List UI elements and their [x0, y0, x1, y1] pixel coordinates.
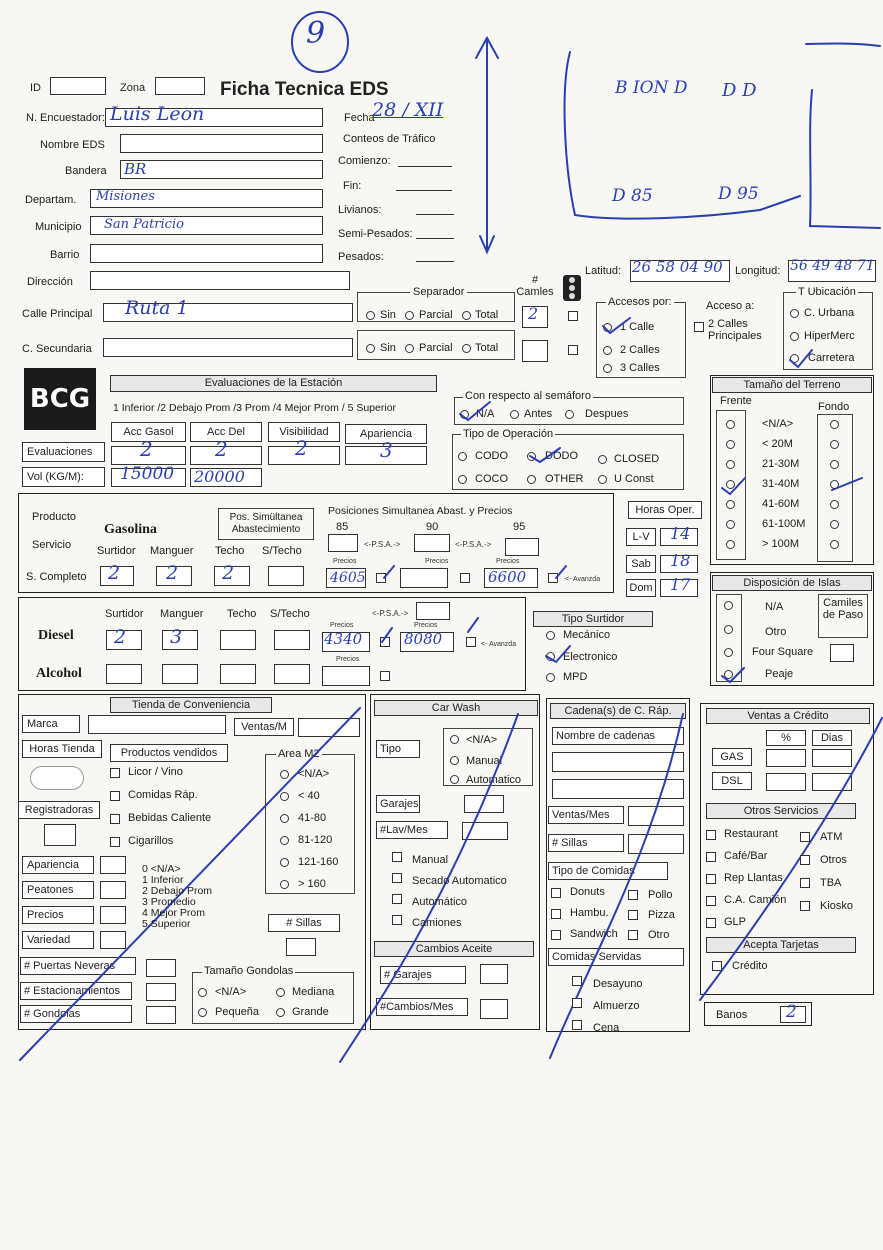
surtidor-mpd: MPD — [563, 671, 588, 683]
tienda-eval-field[interactable] — [100, 931, 126, 949]
municipio-value: San Patricio — [104, 217, 184, 232]
dsl-precios-1-label: Precios — [330, 622, 354, 629]
producto-check[interactable] — [110, 791, 120, 801]
comida-check[interactable] — [628, 890, 638, 900]
terreno-frente-radio[interactable] — [726, 440, 735, 449]
evaluaciones-row-label: Evaluaciones — [22, 442, 105, 462]
producto-item: Licor / Vino — [128, 766, 183, 778]
longitud-value: 56 49 48 71 — [790, 258, 875, 274]
page-title: Ficha Tecnica EDS — [220, 79, 389, 100]
terreno-fondo-radio[interactable] — [830, 500, 839, 509]
semaforo-title: Con respecto al semáforo — [465, 390, 591, 402]
terreno-fondo-radio[interactable] — [830, 440, 839, 449]
horas-sab-value: 18 — [670, 551, 691, 570]
departam-value: Misiones — [96, 189, 155, 204]
dsl-price-2-value: 8080 — [404, 630, 443, 648]
eval-value-4: 3 — [380, 438, 393, 462]
servida-check[interactable] — [572, 976, 582, 986]
terreno-fondo-radio[interactable] — [830, 420, 839, 429]
servida-check[interactable] — [572, 1020, 582, 1030]
servicio-label: GLP — [724, 916, 747, 928]
comida-label: Donuts — [570, 886, 605, 898]
puertas-label: # Puertas Neveras — [20, 957, 136, 975]
area-option: <N/A> — [298, 768, 330, 780]
area-option: < 40 — [298, 790, 320, 802]
separador-title: Separador — [410, 286, 467, 298]
producto-check[interactable] — [110, 837, 120, 847]
carwash-tipo-label: Tipo — [376, 740, 420, 758]
servida-label: Desayuno — [593, 978, 643, 990]
op-uconst: U Const — [614, 473, 654, 485]
gas-surtidor-value: 2 — [108, 562, 121, 584]
bcg-logo: BCG — [24, 368, 96, 430]
tienda-eval-label: Variedad — [22, 931, 94, 949]
nombre-label: Nombre EDS — [40, 139, 105, 151]
comienzo-label: Comienzo: — [338, 155, 391, 167]
zona-label: Zona — [120, 82, 146, 94]
octane-85: 85 — [336, 521, 349, 533]
area-radio[interactable] — [280, 836, 289, 845]
terreno-size-label: <N/A> — [762, 418, 794, 430]
servida-check[interactable] — [572, 998, 582, 1008]
area-title: Area M2 — [278, 748, 320, 760]
secundaria-label: C. Secundaria — [22, 343, 92, 355]
departam-label: Departam. — [25, 194, 77, 206]
sep1-parcial: Parcial — [419, 309, 453, 321]
comida-label: Sandwich — [570, 928, 618, 940]
dsl-col-techo: Techo — [227, 608, 257, 620]
carwash-check-label: Automático — [412, 896, 468, 908]
dsl-avanzada-label: <- Avanzda — [481, 641, 517, 648]
eval-value-2: 2 — [215, 437, 228, 461]
ubicacion-urbana: C. Urbana — [804, 307, 855, 319]
horas-dom-value: 17 — [670, 575, 691, 594]
servicio-label: Restaurant — [724, 828, 778, 840]
estacionamientos-label: # Estacionamientos — [20, 982, 132, 1000]
islas-na: N/A — [765, 601, 784, 613]
area-radio[interactable] — [280, 770, 289, 779]
tipo-comidas-label: Tipo de Comidas — [548, 862, 668, 880]
op-dodo: DODO — [545, 450, 578, 462]
accesos-3calles: 3 Calles — [620, 362, 660, 374]
avanzada-label: <- Avanzda — [565, 576, 601, 583]
carwash-na: <N/A> — [466, 734, 498, 746]
carwash-header: Car Wash — [374, 700, 538, 716]
terreno-fondo-radio[interactable] — [830, 460, 839, 469]
servicio-label: TBA — [820, 877, 842, 889]
carwash-check[interactable] — [392, 894, 402, 904]
servicio-check[interactable] — [800, 832, 810, 842]
horas-tienda-label: Horas Tienda — [22, 740, 102, 758]
productos-label: Productos vendidos — [110, 744, 228, 762]
terreno-frente-radio[interactable] — [726, 480, 735, 489]
gas-col-surtidor: Surtidor — [97, 545, 136, 557]
gondolas-label: # Gondolas — [20, 1005, 132, 1023]
terreno-fondo-radio[interactable] — [830, 540, 839, 549]
comidas-servidas-label: Comidas Servidas — [548, 948, 684, 966]
conteos-label: Conteos de Tráfico — [343, 133, 436, 145]
encuestador-label: N. Encuestador: — [26, 112, 105, 124]
surtidor-mecanico: Mecánico — [563, 629, 611, 641]
tienda-eval-label: Apariencia — [22, 856, 94, 874]
servicio-check[interactable] — [800, 855, 810, 865]
credito-dsl-label: DSL — [712, 772, 752, 790]
producto-label: Producto — [32, 511, 77, 523]
tienda-scale-item: 2 Debajo Prom — [142, 885, 213, 897]
islas-otro: Otro — [765, 626, 787, 638]
sketch-note-95: D 95 — [718, 184, 759, 204]
servicio-label: Café/Bar — [724, 850, 768, 862]
op-closed: CLOSED — [614, 453, 660, 465]
accesos-title: Accesos por: — [608, 296, 672, 308]
semipesados-label: Semi-Pesados: — [338, 228, 413, 240]
ubicacion-carretera: Carretera — [808, 352, 855, 364]
sketch-note-bion: B ION D — [615, 78, 688, 98]
livianos-label: Livianos: — [338, 204, 382, 216]
banos-label: Banos — [716, 1009, 748, 1021]
carwash-lavmes-label: #Lav/Mes — [376, 821, 448, 839]
dsl-psa-arrow: <-P.S.A.-> — [372, 609, 409, 618]
latitud-value: 26 58 04 90 — [632, 258, 723, 276]
servicio-check[interactable] — [706, 830, 716, 840]
terreno-title: Tamaño del Terreno — [712, 377, 872, 393]
carwash-auto: Automatico — [466, 774, 522, 786]
carwash-check[interactable] — [392, 915, 402, 925]
gondolas-na: <N/A> — [215, 986, 247, 998]
bandera-label: Bandera — [65, 165, 107, 177]
gondolas-pequena: Pequeña — [215, 1006, 260, 1018]
servida-label: Almuerzo — [593, 1000, 640, 1012]
op-codo: CODO — [475, 450, 508, 462]
alc-precios-label: Precios — [336, 656, 360, 663]
comida-label: Pollo — [648, 889, 673, 901]
cambios-header: Cambios Aceite — [374, 941, 534, 957]
horas-sab-label: Sab — [626, 555, 656, 573]
area-option: 41-80 — [298, 812, 327, 824]
strike-line-2-stroke — [340, 714, 518, 1062]
marca-label: Marca — [22, 715, 80, 733]
carwash-check-label: Camiones — [412, 917, 462, 929]
comida-label: Pizza — [648, 909, 675, 921]
comida-check[interactable] — [551, 888, 561, 898]
credito-label: Crédito — [732, 960, 768, 972]
precios-85-label: Precios — [333, 558, 357, 565]
terreno-frente-radio[interactable] — [726, 500, 735, 509]
cadena-ventas-label: Ventas/Mes — [548, 806, 624, 824]
cambios-mes-label: #Cambios/Mes — [376, 998, 468, 1016]
alcohol-label: Alcohol — [36, 666, 82, 681]
terreno-size-label: 21-30M — [762, 458, 800, 470]
vol-value-1: 15000 — [120, 464, 175, 484]
sep1-total: Total — [475, 309, 499, 321]
pesados-label: Pesados: — [338, 251, 384, 263]
psa-90-arrow: <-P.S.A.-> — [455, 540, 492, 549]
tienda-scale-item: 4 Mejor Prom — [142, 907, 206, 919]
servicio-label: Rep Llantas — [724, 872, 783, 884]
terreno-frente-radio[interactable] — [726, 420, 735, 429]
area-radio[interactable] — [280, 858, 289, 867]
horas-lv-value: 14 — [670, 524, 691, 543]
carwash-manual: Manual — [466, 755, 503, 767]
servicio-check[interactable] — [706, 874, 716, 884]
otros-servicios-header: Otros Servicios — [706, 803, 856, 819]
op-other: OTHER — [545, 473, 584, 485]
acceso-a-label: Acceso a: — [706, 300, 755, 312]
area-option: 121-160 — [298, 856, 339, 868]
accesos-1calle: 1 Calle — [620, 321, 655, 333]
terreno-size-label: < 20M — [762, 438, 793, 450]
operacion-title: Tipo de Operación — [463, 428, 554, 440]
terreno-fondo-radio[interactable] — [830, 480, 839, 489]
islas-foursquare: Four Square — [752, 646, 814, 658]
tienda-eval-label: Peatones — [22, 881, 94, 899]
scompleto-label: S. Completo — [26, 571, 87, 583]
latitud-label: Latitud: — [585, 265, 622, 277]
area-option: > 160 — [298, 878, 326, 890]
terreno-frente-radio[interactable] — [726, 540, 735, 549]
evaluaciones-scale: 1 Inferior /2 Debajo Prom /3 Prom /4 Mejor Prom / 5 Superior — [113, 402, 397, 414]
servicio-label: Servicio — [32, 539, 72, 551]
comida-check[interactable] — [551, 930, 561, 940]
islas-title: Disposición de Islas — [712, 575, 872, 591]
producto-check[interactable] — [110, 768, 120, 778]
diesel-label: Diesel — [38, 628, 74, 643]
area-radio[interactable] — [280, 880, 289, 889]
terreno-frente-radio[interactable] — [726, 460, 735, 469]
surtidor-electronico: Electronico — [563, 651, 618, 663]
vol-label: Vol (KG/M): — [22, 467, 105, 487]
comida-check[interactable] — [628, 930, 638, 940]
eval-value-1: 2 — [140, 437, 153, 461]
dsl-price-1-value: 4340 — [324, 630, 363, 648]
cadena-nombre-label: Nombre de cadenas — [552, 727, 684, 745]
area-radio[interactable] — [280, 792, 289, 801]
terreno-fondo-radio[interactable] — [830, 520, 839, 529]
camiles-paso-label: Camiles de Paso — [822, 597, 864, 621]
ubicacion-title: T Ubicación — [798, 286, 856, 298]
sillas-label: # Sillas — [268, 914, 340, 932]
calle-label: Calle Principal — [22, 308, 93, 320]
dsl-col-manguer: Manguer — [160, 608, 204, 620]
comida-label: Otro — [648, 929, 670, 941]
semaforo-antes: Antes — [524, 408, 553, 420]
credito-header: Ventas a Crédito — [706, 708, 870, 724]
producto-check[interactable] — [110, 814, 120, 824]
tipo-surtidor-title: Tipo Surtidor — [533, 611, 653, 627]
dsl-precios-2-label: Precios — [414, 622, 438, 629]
cambios-garajes-label: # Garajes — [380, 966, 466, 984]
sep2-sin: Sin — [380, 342, 396, 354]
sep2-total: Total — [475, 342, 499, 354]
area-radio[interactable] — [280, 814, 289, 823]
gas-col-manguer: Manguer — [150, 545, 194, 557]
terreno-size-label: 61-100M — [762, 518, 806, 530]
precios-95-label: Precios — [496, 558, 520, 565]
tienda-eval-field[interactable] — [100, 856, 126, 874]
tienda-scale-item: 3 Promedio — [142, 896, 196, 908]
camiles-label: # Camles — [516, 274, 554, 298]
vol-value-2: 20000 — [194, 467, 245, 486]
sep1-sin: Sin — [380, 309, 396, 321]
carwash-check[interactable] — [392, 852, 402, 862]
sketch-note-dd: D D — [722, 80, 757, 101]
pos-label: Pos. Simültanea Abastecimiento — [229, 512, 303, 535]
credito-pct-label: % — [766, 730, 806, 746]
circle-stroke — [292, 12, 348, 72]
tienda-eval-field[interactable] — [100, 906, 126, 924]
ventas-label: Ventas/M — [234, 718, 294, 736]
id-label: ID — [30, 82, 41, 94]
producto-item: Cigarillos — [128, 835, 174, 847]
fondo-label: Fondo — [818, 401, 850, 413]
tienda-header: Tienda de Conveniencia — [110, 697, 272, 713]
tienda-scale-item: 5 Superior — [142, 918, 191, 930]
col-acc-gasol: Acc Gasol — [111, 422, 186, 442]
col-apariencia: Apariencia — [345, 424, 427, 444]
cadena-sillas-label: # Sillas — [548, 834, 624, 852]
fecha-label: Fecha — [344, 112, 375, 124]
tienda-eval-label: Precios — [22, 906, 94, 924]
servicio-check[interactable] — [706, 896, 716, 906]
tienda-eval-field[interactable] — [100, 881, 126, 899]
area-option: 81-120 — [298, 834, 333, 846]
circled-number: 9 — [306, 16, 326, 51]
comida-check[interactable] — [628, 910, 638, 920]
tick-marks-stroke — [382, 566, 566, 642]
tienda-scale-item: 0 <N/A> — [142, 863, 181, 875]
municipio-label: Municipio — [35, 221, 82, 233]
direccion-label: Dirección — [27, 276, 73, 288]
col-acc-del: Acc Del — [190, 422, 262, 442]
psa-85-arrow: <-P.S.A.-> — [364, 540, 401, 549]
carwash-check[interactable] — [392, 873, 402, 883]
dsl-col-stecho: S/Techo — [270, 608, 310, 620]
accesos-2calles: 2 Calles — [620, 344, 660, 356]
credito-dias-label: Dias — [812, 730, 852, 746]
comida-check[interactable] — [551, 909, 561, 919]
frente-label: Frente — [720, 395, 752, 407]
servicio-label: C.A. Camión — [724, 894, 787, 906]
fecha-value: 28 / XII — [372, 99, 444, 121]
encuestador-value: Luis Leon — [110, 103, 205, 125]
vertical-arrow-stroke — [476, 38, 498, 252]
semaforo-despues: Despues — [585, 408, 629, 420]
cadena-header: Cadena(s) de C. Ráp. — [550, 703, 686, 719]
ubicacion-hipermerc: HiperMerc — [804, 330, 855, 342]
comida-label: Hambu. — [570, 907, 609, 919]
registradoras-label: Registradoras — [18, 801, 100, 819]
gas-col-techo: Techo — [215, 545, 245, 557]
dsl-surtidor-value: 2 — [114, 626, 127, 648]
servicio-check[interactable] — [706, 852, 716, 862]
gas-techo-value: 2 — [222, 562, 235, 584]
bandera-value: BR — [124, 160, 147, 178]
servicio-check[interactable] — [706, 918, 716, 928]
selection-marks-stroke — [460, 318, 862, 682]
gas-col-stecho: S/Techo — [262, 545, 302, 557]
horas-lv-label: L-V — [626, 528, 656, 546]
price-85-value: 4605 — [330, 570, 366, 586]
col-visibilidad: Visibilidad — [268, 422, 340, 442]
op-coco: COCO — [475, 473, 508, 485]
octane-95: 95 — [513, 521, 526, 533]
credito-gas-label: GAS — [712, 748, 752, 766]
gas-manguer-value: 2 — [166, 562, 179, 584]
servida-label: Cena — [593, 1022, 620, 1034]
producto-item: Comidas Ráp. — [128, 789, 198, 801]
servicio-label: Kiosko — [820, 900, 854, 912]
horas-dom-label: Dom — [626, 579, 656, 597]
servicio-label: Otros — [820, 854, 847, 866]
eval-value-3: 2 — [295, 436, 308, 460]
carwash-check-label: Manual — [412, 854, 449, 866]
servicio-check[interactable] — [800, 901, 810, 911]
evaluaciones-header: Evaluaciones de la Estación — [110, 375, 437, 392]
sketch-outline-stroke — [565, 44, 880, 229]
dsl-manguer-value: 3 — [170, 626, 183, 648]
producto-item: Bebidas Caliente — [128, 812, 212, 824]
gasolina-label: Gasolina — [104, 522, 157, 537]
acceso-2calles-label: 2 Calles Principales — [708, 318, 762, 342]
tienda-scale-item: 1 Inferior — [142, 874, 184, 886]
barrio-label: Barrio — [50, 249, 80, 261]
precios-90-label: Precios — [425, 558, 449, 565]
posiciones-title: Posiciones Simultanea Abast. y Precios — [328, 505, 513, 517]
price-95-value: 6600 — [488, 568, 527, 586]
gondolas-size-title: Tamaño Gondolas — [204, 965, 294, 977]
islas-peaje: Peaje — [765, 668, 794, 680]
gondolas-grande: Grande — [292, 1006, 329, 1018]
terreno-size-label: 41-60M — [762, 498, 800, 510]
camiles-value: 2 — [528, 304, 539, 323]
tarjetas-header: Acepta Tarjetas — [706, 937, 856, 953]
calle-value: Ruta 1 — [125, 297, 189, 319]
semaforo-na: N/A — [476, 408, 495, 420]
banos-value: 2 — [786, 1002, 797, 1022]
terreno-size-label: 31-40M — [762, 478, 800, 490]
carwash-check-label: Secado Automatico — [412, 875, 507, 887]
carwash-garajes-label: Garajes — [376, 795, 420, 813]
horas-title: Horas Oper. — [628, 501, 702, 519]
terreno-frente-radio[interactable] — [726, 520, 735, 529]
servicio-check[interactable] — [800, 878, 810, 888]
longitud-label: Longitud: — [735, 265, 781, 277]
sep2-parcial: Parcial — [419, 342, 453, 354]
servicio-label: ATM — [820, 831, 843, 843]
fin-label: Fin: — [343, 180, 362, 192]
dsl-col-surtidor: Surtidor — [105, 608, 144, 620]
gondolas-mediana: Mediana — [292, 986, 335, 998]
octane-90: 90 — [426, 521, 439, 533]
terreno-size-label: > 100M — [762, 538, 799, 550]
sketch-note-85: D 85 — [612, 186, 653, 206]
